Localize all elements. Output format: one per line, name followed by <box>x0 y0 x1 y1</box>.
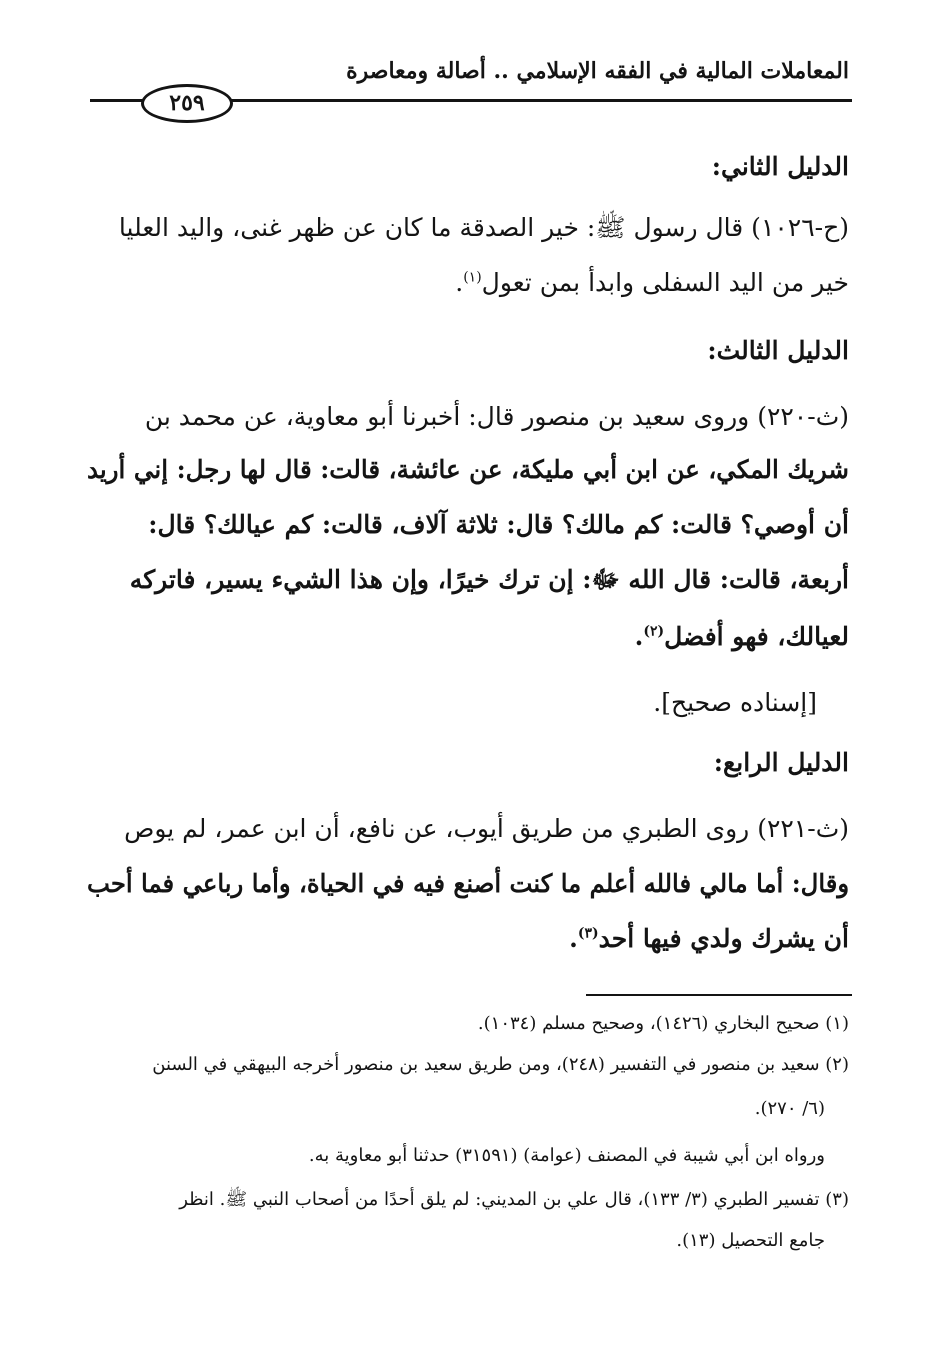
footnote-ref: (٢) <box>643 623 665 640</box>
footnote-2-cont: (٦/ ٢٧٠). <box>754 1098 825 1119</box>
athar-line: (ث-٢٢١) روى الطبري من طريق أيوب، عن نافع، أن ابن عمر، لم يوص <box>124 814 849 843</box>
athar-line: شريك المكي، عن ابن أبي مليكة، عن عائشة، قالت: قال لها رجل: إني أريد <box>87 455 849 484</box>
footnote-3-cont: جامع التحصيل (١٣). <box>676 1230 825 1251</box>
athar-line: أن أوصي؟ قالت: كم مالك؟ قال: ثلاثة آلاف، قالت: كم عيالك؟ قال: <box>148 510 849 539</box>
athar-text: . <box>569 924 578 953</box>
athar-line <box>569 922 849 956</box>
athar-line <box>635 620 849 654</box>
athar-text: لعيالك، فهو أفضل <box>664 622 849 651</box>
footnote-ref: (٣) <box>577 925 599 942</box>
footnote-2-cont: ورواه ابن أبي شيبة في المصنف (عوامة) (٣١٥٩١) حدثنا أبو معاوية به. <box>308 1145 825 1166</box>
athar-text: . <box>634 622 644 651</box>
section-heading-second: الدليل الثاني: <box>711 152 849 181</box>
section-heading-fourth: الدليل الرابع: <box>713 748 849 777</box>
hadith-text: . <box>455 268 464 297</box>
footnote-2: (٢) سعيد بن منصور في التفسير (٢٤٨)، ومن طريق سعيد بن منصور أخرجه البيهقي في السنن <box>152 1054 849 1075</box>
athar-line: أربعة، قالت: قال الله ﷻ: إن ترك خيرًا، وإن هذا الشيء يسير، فاتركه <box>129 565 849 594</box>
running-header-title: المعاملات المالية في الفقه الإسلامي .. أصالة ومعاصرة <box>346 58 849 84</box>
footnote-1: (١) صحيح البخاري (١٤٢٦)، وصحيح مسلم (١٠٣٤). <box>477 1013 849 1034</box>
athar-line: وقال: أما مالي فالله أعلم ما كنت أصنع فيه في الحياة، وأما رباعي فما أحب <box>86 869 849 898</box>
footnote-3: (٣) تفسير الطبري (٣/ ١٣٣)، قال علي بن المديني: لم يلق أحدًا من أصحاب النبي ﷺ. انظر <box>179 1189 849 1210</box>
athar-text: أن يشرك ولدي فيها أحد <box>598 924 849 953</box>
footnote-separator <box>586 994 852 996</box>
hadith-text: خير من اليد السفلى وابدأ بمن تعول <box>481 268 849 297</box>
page-number: ٢٥٩ <box>141 84 233 123</box>
hadith-line <box>455 266 849 300</box>
footnote-ref: (١) <box>463 269 482 286</box>
grading-note: [إسناده صحيح]. <box>653 688 817 717</box>
hadith-line: (ح-١٠٢٦) قال رسول ﷺ: خير الصدقة ما كان عن ظهر غنى، واليد العليا <box>118 213 849 242</box>
athar-line: (ث-٢٢٠) وروى سعيد بن منصور قال: أخبرنا أبو معاوية، عن محمد بن <box>144 402 849 431</box>
section-heading-third: الدليل الثالث: <box>707 336 849 365</box>
